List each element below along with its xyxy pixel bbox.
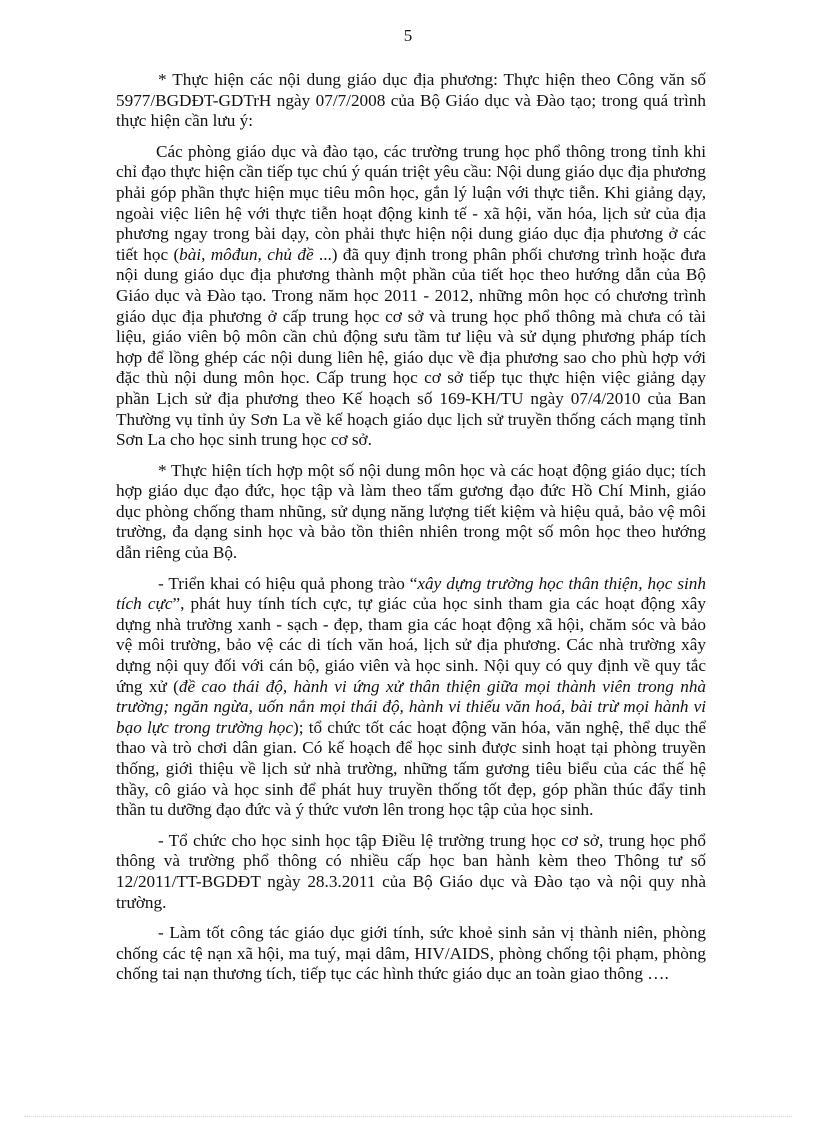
- text-run: * Thực hiện tích hợp một số nội dung môn học và các hoạt động giáo dục; tích hợp giáo dục đạo đức, học tập và làm theo tấm gương đạo đức Hồ Chí Minh, giáo dục phòng chống tham nhũng, sử dụng năng lượng tiết kiệm và hiệu quả, bảo vệ môi trường, đa dạng sinh học và bảo tồn thiên nhiên trong một số môn học theo hướng dẫn riêng của Bộ.: [116, 460, 706, 563]
- text-run: - Tổ chức cho học sinh học tập Điều lệ trường trung học cơ sở, trung học phổ thông và trường phổ thông có nhiều cấp học ban hành kèm theo Thông tư số 12/2011/TT-BGDĐT ngày 28.3.2011 của Bộ Giáo dục và Đào tạo và nội quy nhà trường.: [116, 830, 706, 912]
- paragraph-integration: [116, 461, 706, 564]
- text-run: ...) đã quy định trong phân phối chương trình hoặc đưa nội dung giáo dục địa phương thành một phần của tiết học theo hướng dẫn của Bộ Giáo dục và Đào tạo. Trong năm học 2011 - 2012, những môn học có chương trình giáo dục địa phương ở cấp trung học cơ sở và trung học phổ thông mà chưa có tài liệu, giáo viên bộ môn cần chủ động sưu tầm tư liệu và sử dụng phương pháp tích hợp để lồng ghép các nội dung liên hệ, giáo dục về địa phương sao cho phù hợp với đặc thù nội dung môn học. Cấp trung học cơ sở tiếp tục thực hiện việc giảng dạy phần Lịch sử địa phương theo Kế hoạch số 169-KH/TU ngày 07/4/2010 của Ban Thường vụ tỉnh ủy Sơn La về kế hoạch giáo dục lịch sử truyền thống cách mạng tỉnh Sơn La cho học sinh trung học cơ sở.: [116, 244, 706, 450]
- paragraph-school-charter: [116, 831, 706, 913]
- text-run: - Triển khai có hiệu quả phong trào “: [158, 573, 418, 593]
- paragraph-local-education-intro: [116, 70, 706, 132]
- text-run: - Làm tốt công tác giáo dục giới tính, sức khoẻ sinh sản vị thành niên, phòng chống các tệ nạn xã hội, ma tuý, mại dâm, HIV/AIDS, phòng chống tội phạm, phòng chống tai nạn thương tích, tiếp tục các hình thức giáo dục an toàn giao thông ….: [116, 923, 706, 984]
- paragraph-local-education-requirements: [116, 142, 706, 451]
- text-run: ); tổ chức tốt các hoạt động văn hóa, văn nghệ, thể dục thể thao và trò chơi dân gian. Có kế hoạch để học sinh được sinh hoạt tại phòng truyền thống, giới thiệu về lịch sử nhà trường, những tấm gương tiêu biểu của các thế hệ thầy, cô giáo và học sinh để phát huy truyền thống tốt đẹp, góp phần thúc đẩy tinh thần tu dưỡng đạo đức và ý thức vươn lên trong học tập của học sinh.: [116, 717, 706, 820]
- paragraph-health-education: [116, 923, 706, 985]
- text-run: Các phòng giáo dục và đào tạo, các trường trung học phổ thông trong tỉnh khi chỉ đạo thực hiện cần tiếp tục chú ý quán triệt yêu cầu: Nội dung giáo dục địa phương phải góp phần thực hiện mục tiêu môn học, gắn lý luận với thực tiễn. Khi giảng dạy, ngoài việc liên hệ với thực tiễn hoạt động kinh tế - xã hội, văn hóa, lịch sử của địa phương ngay trong bài dạy, còn phải thực hiện nội dung giáo dục địa phương ở các tiết học (: [116, 141, 706, 264]
- italic-run: đề cao thái độ, hành vi ứng xử thân thiện giữa mọi thành viên trong nhà trường; ngăn ngừa, uốn nắn mọi thái độ, hành vi thiếu văn hoá, bài trừ mọi hành vi bạo lực trong trường học: [116, 676, 707, 737]
- text-run: * Thực hiện các nội dung giáo dục địa phương: Thực hiện theo Công văn số 5977/BGDĐT-GDTrH ngày 07/7/2008 của Bộ Giáo dục và Đào tạo; trong quá trình thực hiện cần lưu ý:: [116, 70, 706, 131]
- text-run: ”, phát huy tính tích cực, tự giác của học sinh tham gia các hoạt động xây dựng nhà trường xanh - sạch - đẹp, tham gia các hoạt động xã hội, chăm sóc và bảo vệ môi trường, bảo vệ các di tích văn hoá, lịch sử địa phương. Các nhà trường xây dựng nội quy đối với cán bộ, giáo viên và học sinh. Nội quy có quy định về quy tắc ứng xử (: [116, 594, 706, 696]
- italic-run: xây dựng trường học thân thiện, học sinh tích cực: [116, 573, 706, 614]
- footer-dotted-rule: [24, 1116, 792, 1117]
- document-body: [116, 70, 706, 995]
- italic-run: bài, môđun, chủ đề: [179, 244, 314, 264]
- page-number: 5: [403, 26, 413, 45]
- paragraph-friendly-school-movement: [116, 574, 706, 821]
